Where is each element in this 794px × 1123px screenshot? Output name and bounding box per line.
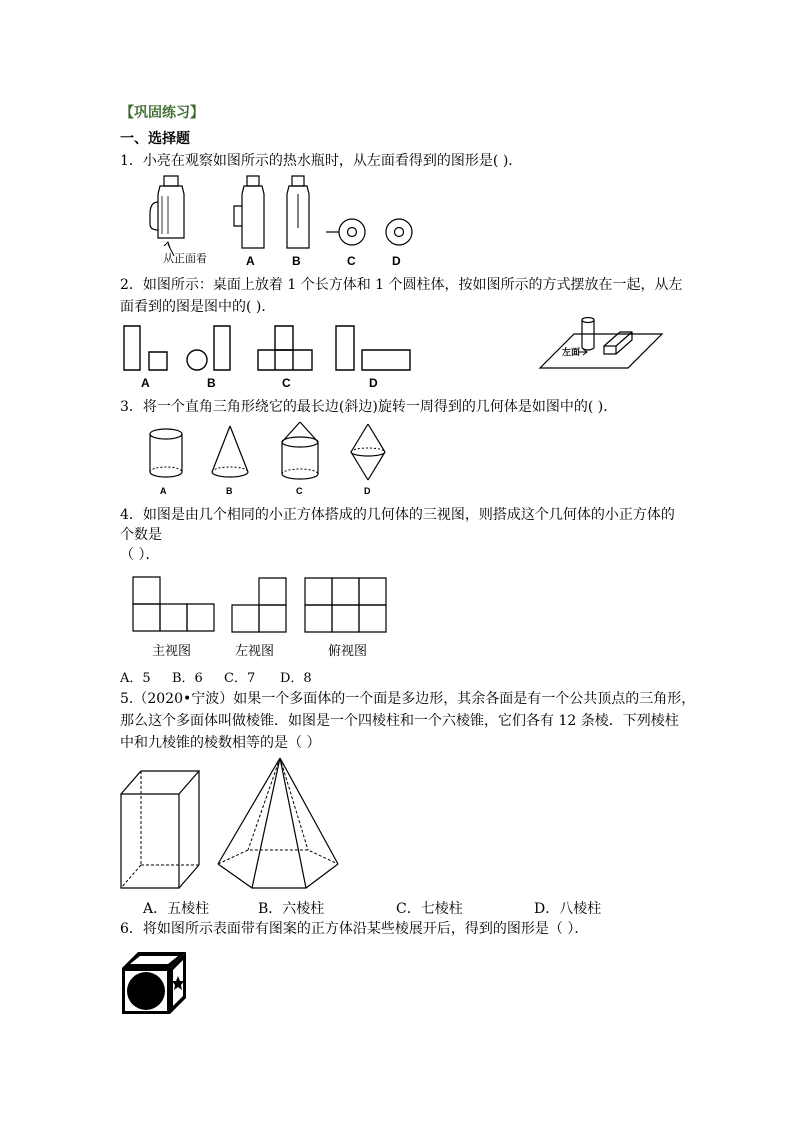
q5-option-a: A．五棱柱 <box>143 901 210 917</box>
q1-option-b-shape <box>280 174 320 250</box>
q3-option-a-shape <box>146 426 186 482</box>
q4-left-view-label: 左视图 <box>235 644 275 659</box>
q2-option-a-shape <box>122 324 174 372</box>
q5-pyramid-figure <box>214 756 342 892</box>
q4-option-c: C．7 <box>224 671 256 686</box>
q1-option-c-shape <box>324 214 368 250</box>
q3-option-c: C <box>296 486 303 496</box>
q1-view-label: 从正面看 <box>163 252 207 265</box>
q3-option-b-shape <box>208 424 252 482</box>
q2-option-c: C <box>282 376 291 390</box>
q6-cube-figure <box>120 950 188 1016</box>
q4-line1: 4．如图是由几个相同的小正方体搭成的几何体的三视图，则搭成这个几何体的小正方体的 <box>120 507 675 523</box>
q4-option-d: D．8 <box>280 671 312 686</box>
q4-line2: 个数是 <box>120 527 162 543</box>
q1-option-a-shape <box>232 174 272 250</box>
q5-line1: 5.（2020•宁波）如果一个多面体的一个面是多边形，其余各面是有一个公共顶点的三角形， <box>120 691 696 707</box>
q2-option-d-shape <box>334 324 416 372</box>
section-title: 一、选择题 <box>120 131 190 147</box>
q5-line3: 中和九棱锥的棱数相等的是（ ） <box>120 735 321 751</box>
q4-option-b: B．6 <box>172 671 203 686</box>
q2-view-label: 左面 <box>562 348 581 358</box>
q1-option-d: D <box>392 254 401 268</box>
q1-text: 1．小亮在观察如图所示的热水瓶时，从左面看得到的图形是( )． <box>120 153 523 169</box>
q4-line3: （ ）． <box>120 547 160 563</box>
q5-option-b: B．六棱柱 <box>258 901 325 917</box>
q4-left-view <box>231 577 289 633</box>
q3-option-b: B <box>226 486 233 496</box>
q2-option-c-shape <box>256 324 316 372</box>
q6-text: 6．将如图所示表面带有图案的正方体沿某些棱展开后，得到的图形是（ ）． <box>120 921 589 937</box>
q1-option-b: B <box>292 254 301 268</box>
q2-option-a: A <box>141 376 150 390</box>
q5-option-d: D．八棱柱 <box>534 901 602 917</box>
q4-front-view-label: 主视图 <box>152 644 192 659</box>
q1-option-d-shape <box>381 214 417 250</box>
q3-text: 3．将一个直角三角形绕它的最长边(斜边)旋转一周得到的几何体是如图中的( )． <box>120 399 618 415</box>
q4-top-view <box>304 577 388 633</box>
q2-line1: 2．如图所示：桌面上放着 1 个长方体和 1 个圆柱体，按如图所示的方式摆放在一起，从左 <box>120 277 683 293</box>
q5-option-c: C．七棱柱 <box>396 901 463 917</box>
q5-prism-figure <box>118 768 202 892</box>
section-header: 【巩固练习】 <box>120 105 204 121</box>
q5-line2: 那么这个多面体叫做棱锥．如图是一个四棱柱和一个六棱锥，它们各有 12 条棱．下列棱柱 <box>120 713 679 729</box>
q2-option-b-shape <box>184 324 236 372</box>
q2-option-d: D <box>369 376 378 390</box>
q2-line2: 面看到的图是图中的( )． <box>120 299 276 315</box>
q3-option-a: A <box>160 486 167 496</box>
q4-top-view-label: 俯视图 <box>328 644 368 659</box>
q1-option-a: A <box>246 254 255 268</box>
q1-option-c: C <box>347 254 356 268</box>
q3-option-d-shape <box>348 422 388 484</box>
q2-option-b: B <box>207 376 216 390</box>
q4-front-view <box>132 576 216 632</box>
q3-option-d: D <box>364 486 371 496</box>
q3-option-c-shape <box>278 420 322 482</box>
q2-table-figure <box>538 312 664 372</box>
q4-option-a: A．5 <box>120 671 151 686</box>
